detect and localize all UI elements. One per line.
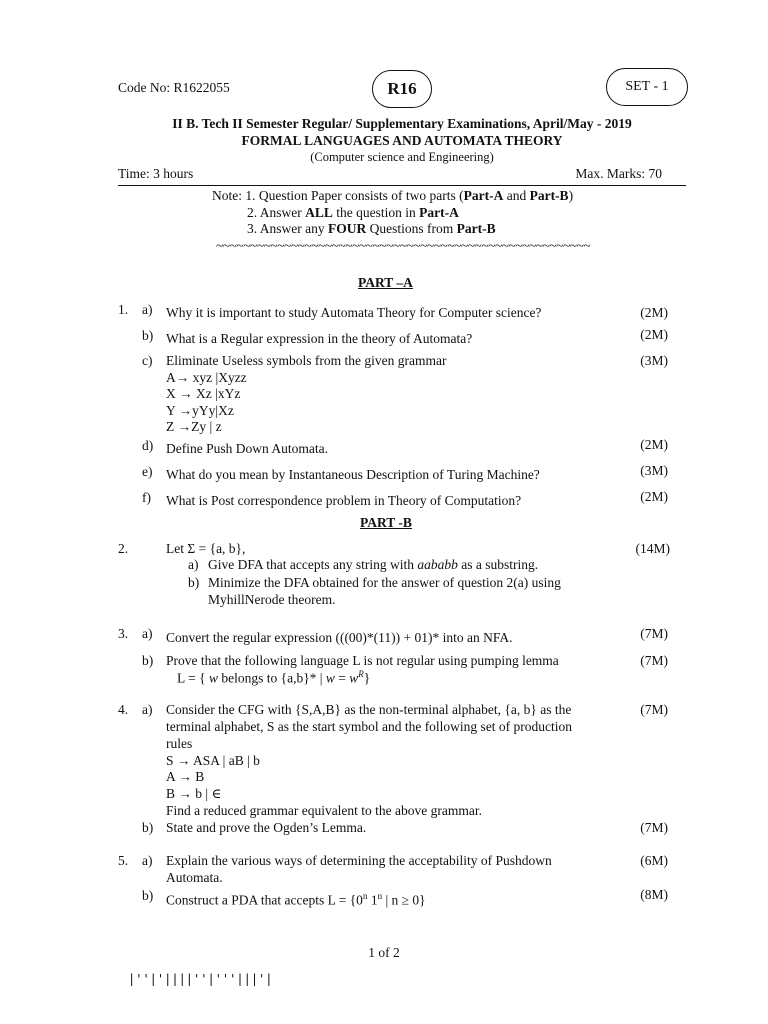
q1b-text: What is a Regular expression in the theory of Automata? (166, 331, 473, 346)
q3b-marks: (7M) (640, 653, 668, 668)
q4a-marks: (7M) (640, 702, 668, 717)
question-1-number: 1. (118, 302, 129, 317)
q5a-text-cont: Automata. (166, 870, 223, 885)
q4a-find: Find a reduced grammar equivalent to the above grammar. (166, 803, 483, 818)
q2-marks: (14M) (635, 541, 670, 556)
note-line-3: 3. Answer any FOUR Questions from Part-B (247, 221, 496, 236)
question-5-number: 5. (118, 853, 129, 868)
q4a-label: a) (142, 702, 153, 717)
q4a-rule: B → b | ∈ (166, 786, 222, 801)
q1f-marks: (2M) (640, 489, 668, 504)
q1a-label: a) (142, 302, 153, 317)
max-marks: Max. Marks: 70 (575, 166, 662, 181)
q1c-label: c) (142, 353, 153, 368)
q1f-label: f) (142, 490, 151, 505)
q4b-marks: (7M) (640, 820, 668, 835)
q5b-text: Construct a PDA that accepts $L = \{0^n$ 1$^n$ | n ≥ 0} (166, 891, 426, 908)
q1d-marks: (2M) (640, 437, 668, 452)
q1c-text: Eliminate Useless symbols from the given grammar (166, 353, 447, 368)
q1c-rule: Y →yYy|Xz (166, 403, 234, 418)
q5b-label: b) (142, 888, 154, 903)
q2b-label: b) (188, 575, 200, 590)
branch-name: (Computer science and Engineering) (310, 150, 494, 164)
q3b-language: L = { w belongs to {a,b}* | $w = w^R$} (177, 669, 371, 686)
note-line-1: Note: 1. Question Paper consists of two parts (Part-A and Part-B) (212, 188, 574, 203)
q3a-text: Convert the regular expression (((00)*(11)) + 01)* into an NFA. (166, 630, 513, 645)
set-badge: SET - 1 (606, 68, 688, 106)
q1c-rule: X → Xz |xYz (166, 386, 241, 401)
q1a-marks: (2M) (640, 305, 668, 320)
q1a-text: Why it is important to study Automata Theory for Computer science? (166, 305, 542, 320)
exam-time: Time: 3 hours (118, 166, 194, 181)
header-divider (118, 185, 686, 186)
q1b-label: b) (142, 328, 154, 343)
question-2-number: 2. (118, 541, 129, 556)
subject-title: FORMAL LANGUAGES AND AUTOMATA THEORY (241, 133, 563, 148)
page-number: 1 of 2 (368, 945, 400, 960)
q1b-marks: (2M) (640, 327, 668, 342)
q3b-text: Prove that the following language L is not regular using pumping lemma (166, 653, 559, 668)
question-4-number: 4. (118, 702, 129, 717)
q1e-label: e) (142, 464, 153, 479)
q1c-marks: (3M) (640, 353, 668, 368)
q4a-rule: S → ASA | aB | b (166, 753, 260, 768)
q3b-label: b) (142, 653, 154, 668)
part-a-heading: PART –A (358, 275, 413, 290)
q2a-text: Give DFA that accepts any string with aababb as a substring. (208, 557, 539, 572)
q4b-label: b) (142, 820, 154, 835)
q2b-text: Minimize the DFA obtained for the answer of question 2(a) using (208, 575, 561, 590)
q2b-text-cont: MyhillNerode theorem. (208, 592, 336, 607)
q1c-rule: A→ xyz |Xyzz (166, 370, 247, 385)
code-number: Code No: R1622055 (118, 80, 230, 95)
q4a-rule: A → B (166, 769, 205, 784)
q1c-rule: Z →Zy | z (166, 419, 222, 434)
q4a-text: terminal alphabet, S as the start symbol and the following set of production (166, 719, 573, 734)
q5b-marks: (8M) (640, 887, 668, 902)
q4b-text: State and prove the Ogden’s Lemma. (166, 820, 367, 835)
note-line-2: 2. Answer ALL the question in Part-A (247, 205, 459, 220)
q2a-label: a) (188, 557, 199, 572)
tilde-divider: ~~~~~~~~~~~~~~~~~~~~~~~~~~~~~~~~~~~~~~~~~~~~~~~~~~~~~~~ (216, 238, 591, 253)
regulation-badge: R16 (372, 70, 432, 108)
q1e-marks: (3M) (640, 463, 668, 478)
q3a-label: a) (142, 626, 153, 641)
q4a-text: rules (166, 736, 193, 751)
question-3-number: 3. (118, 626, 129, 641)
part-b-heading: PART -B (360, 515, 412, 530)
q5a-text: Explain the various ways of determining the acceptability of Pushdown (166, 853, 552, 868)
q1d-label: d) (142, 438, 154, 453)
q1f-text: What is Post correspondence problem in Theory of Computation? (166, 493, 522, 508)
q5a-label: a) (142, 853, 153, 868)
q5a-marks: (6M) (640, 853, 668, 868)
q3a-marks: (7M) (640, 626, 668, 641)
q2-text: Let Σ = {a, b}, (166, 541, 246, 556)
exam-title: II B. Tech II Semester Regular/ Supplementary Examinations, April/May - 2019 (172, 116, 632, 131)
q1d-text: Define Push Down Automata. (166, 441, 328, 456)
q1e-text: What do you mean by Instantaneous Description of Turing Machine? (166, 467, 540, 482)
barcode: |''|'||||''|'''|||'| (128, 972, 273, 986)
q4a-text: Consider the CFG with {S,A,B} as the non-terminal alphabet, {a, b} as the (166, 702, 572, 717)
